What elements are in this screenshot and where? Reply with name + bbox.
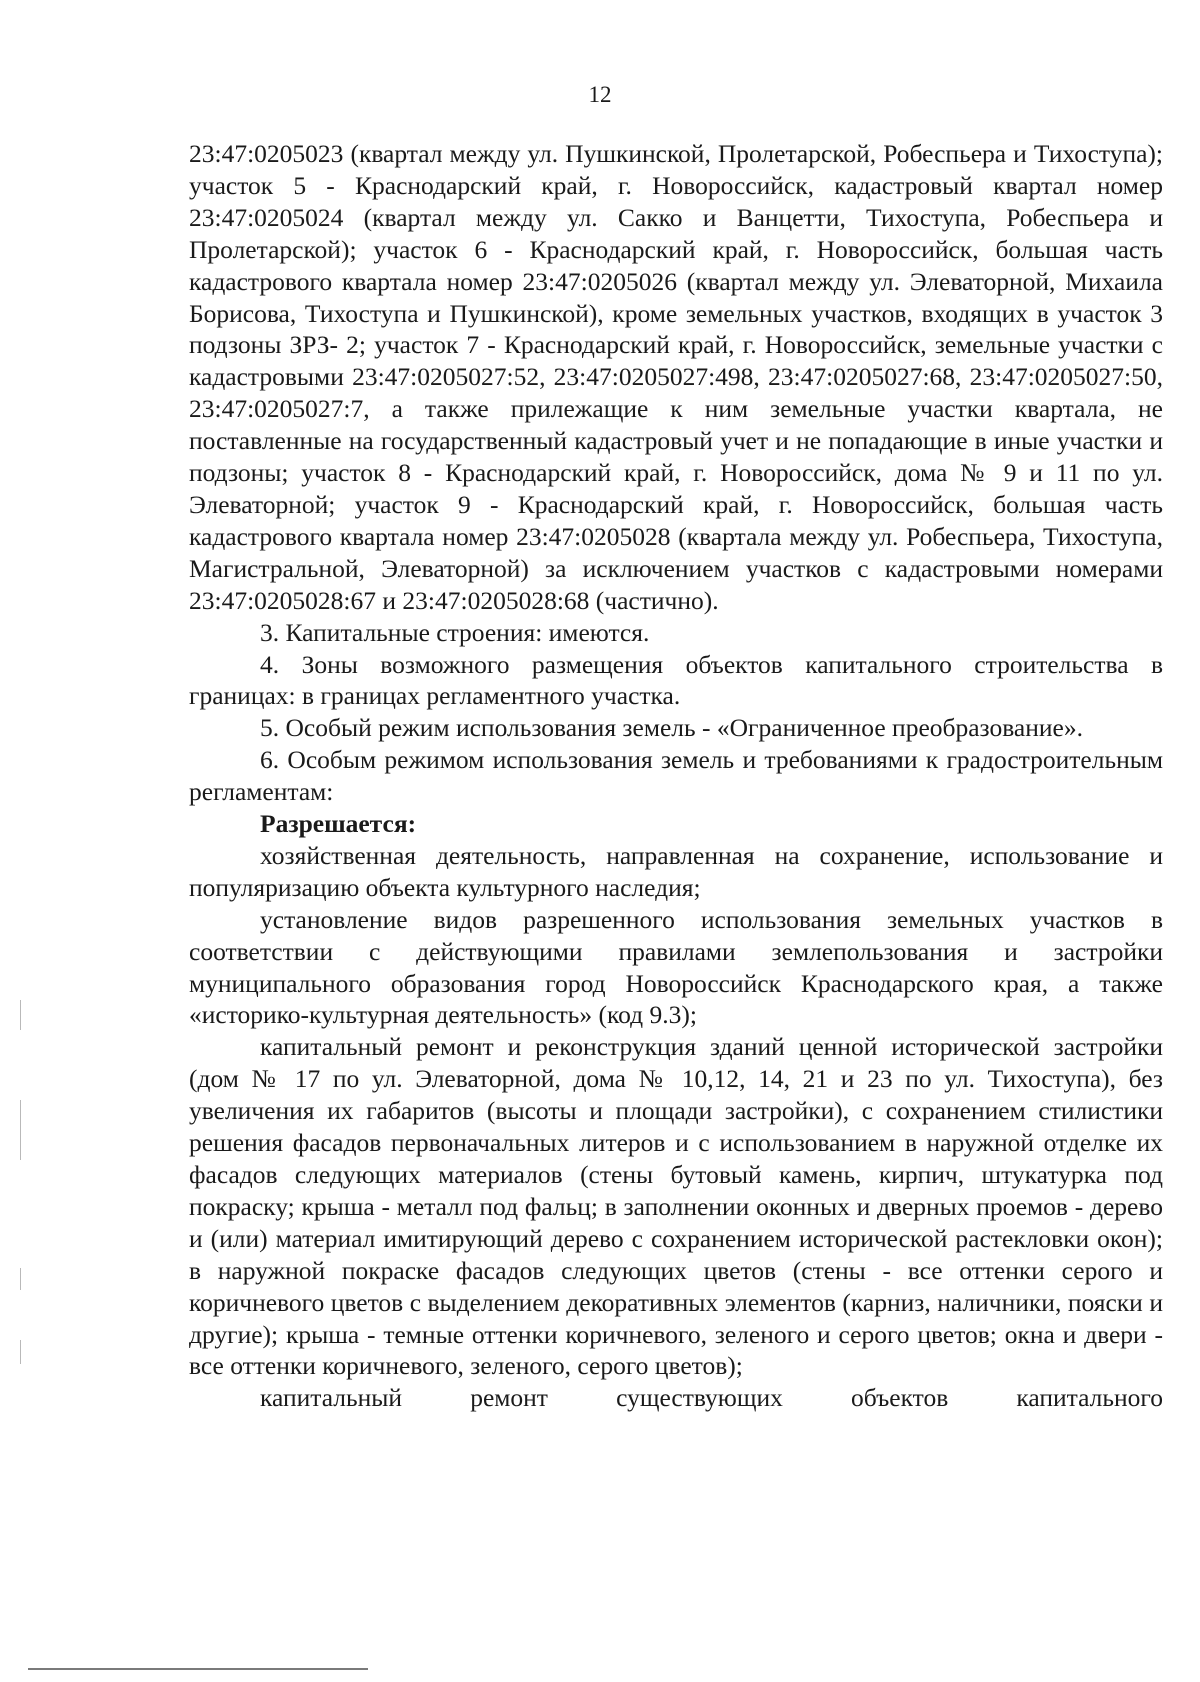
scan-margin-mark [20, 1340, 21, 1364]
footer-rule [28, 1668, 368, 1670]
paragraph-capital-buildings: 3. Капитальные строения: имеются. [260, 617, 650, 647]
paragraph-special-regime: 5. Особый режим использования земель - «Ограниченное преобразование». [260, 713, 1083, 743]
section-heading-permitted: Разрешается: [260, 809, 417, 839]
paragraph-regime-requirements: 6. Особым режимом использования земель и требованиями к градостроительным регламентам: [189, 745, 1163, 807]
page-number: 12 [588, 82, 612, 107]
paragraph-reconstruction: капитальный ремонт и реконструкция зданий ценной исторической застройки (дом № 17 по ул. Элеваторной, дома № 10,12, 14, 21 и 23 по ул. Тихоступа), без увеличения их габаритов (высоты и площади застройки), с сохранением стилистики решения фасадов первоначальных литеров и с использованием в наружной отделке их фасадов следующих материалов (стены бутовый камень, кирпич, штукатурка под покраску; крыша - металл под фальц; в заполнении оконных и дверных проемов - дерево и (или) материал имитирующий дерево с сохранением исторической растекловки окон); в наружной покраске фасадов следующих цветов (стены - все оттенки серого и коричневого цветов с выделением декоративных элементов (карниз, наличники, пояски и другие); крыша - темные оттенки коричневого, зеленого и серого цветов; окна и двери - все оттенки коричневого, зеленого, серого цветов); [189, 1032, 1163, 1381]
scan-margin-mark [20, 1268, 21, 1290]
scan-margin-mark [20, 1000, 21, 1030]
scan-margin-mark [20, 1100, 21, 1160]
paragraph-construction-zones: 4. Зоны возможного размещения объектов капитального строительства в границах: в границах регламентного участка. [189, 649, 1163, 711]
paragraph-cadastral-sections: 23:47:0205023 (квартал между ул. Пушкинской, Пролетарской, Робеспьера и Тихоступа); участок 5 - Краснодарский край, г. Новороссийск, кадастровый квартал номер 23:47:0205024 (квартал между ул. Сакко и Ванцетти, Тихоступа, Робеспьера и Пролетарской); участок 6 - Краснодарский край, г. Новороссийск, большая часть кадастрового квартала номер 23:47:0205026 (квартал между ул. Элеваторной, Михаила Борисова, Тихоступа и Пушкинской), кроме земельных участков, входящих в участок 3 подзоны ЗРЗ- 2; участок 7 - Краснодарский край, г. Новороссийск, земельные участки с кадастровыми 23:47:0205027:52, 23:47:0205027:498, 23:47:0205027:68, 23:47:0205027:50, 23:47:0205027:7, а также прилежащие к ним земельные участки квартала, не поставленные на государственный кадастровый учет и не попадающие в иные участки и подзоны; участок 8 - Краснодарский край, г. Новороссийск, дома № 9 и 11 по ул. Элеваторной; участок 9 - Краснодарский край, г. Новороссийск, большая часть кадастрового квартала номер 23:47:0205028 (квартала между ул. Робеспьера, Тихоступа, Магистральной, Элеваторной) за исключением участков с кадастровыми номерами 23:47:0205028:67 и 23:47:0205028:68 (частично). [189, 139, 1163, 615]
paragraph-capital-repair: капитальный ремонт существующих объектов капитального [260, 1383, 1163, 1413]
paragraph-land-use-types: установление видов разрешенного использования земельных участков в соответствии с действующими правилами землепользования и застройки муниципального образования город Новороссийск Краснодарского края, а также «историко-культурная деятельность» (код 9.3); [189, 904, 1163, 1030]
document-body [189, 138, 1163, 1414]
paragraph-economic-activity: хозяйственная деятельность, направленная на сохранение, использование и популяризацию объекта культурного наследия; [189, 840, 1163, 902]
